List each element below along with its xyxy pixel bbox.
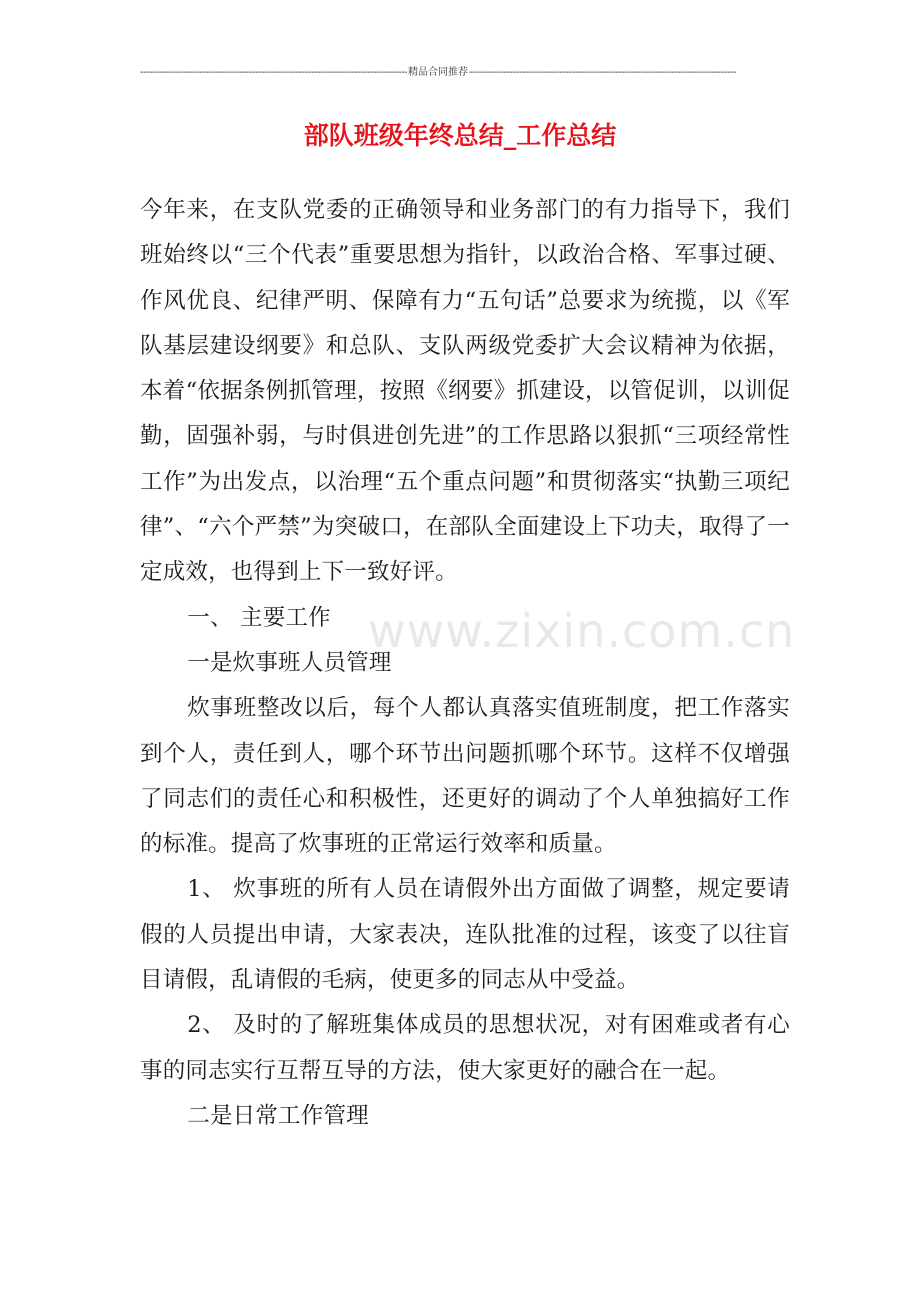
header-label: 精品合同推荐: [408, 67, 468, 78]
document-body: [140, 188, 790, 1139]
intro-paragraph: 今年来，在支队党委的正确领导和业务部门的有力指导下，我们班始终以“三个代表”重要思想为指针，以政治合格、军事过硬、作风优良、纪律严明、保障有力“五句话”总要求为统揽，以《军队基层建设纲要》和总队、支队两级党委扩大会议精神为依据，本着“依据条例抓管理，按照《纲要》抓建设，以管促训，以训促勤，固强补弱，与时俱进创先进”的工作思路以狠抓“三项经常性工作”为出发点，以治理“五个重点问题”和贯彻落实“执勤三项纪律”、“六个严禁”为突破口，在部队全面建设上下功夫，取得了一定成效，也得到上下一致好评。: [140, 197, 790, 586]
subsection-heading: 一是炊事班人员管理: [187, 649, 392, 676]
page-header: [140, 66, 736, 80]
section-heading: 一、 主要工作: [187, 604, 331, 631]
watermark: www.zixin.com.cn: [368, 604, 796, 658]
header-rule-left: [140, 66, 407, 80]
header-rule-right: [469, 66, 736, 80]
body-paragraph: 炊事班整改以后，每个人都认真落实值班制度，把工作落实到个人，责任到人，哪个环节出问题抓哪个环节。这样不仅增强了同志们的责任心和积极性，还更好的调动了个人单独搞好工作的标准。提高了炊事班的正常运行效率和质量。: [140, 695, 790, 858]
document-title: 部队班级年终总结_工作总结: [303, 121, 617, 150]
subsection-heading: 二是日常工作管理: [187, 1102, 369, 1129]
list-item: 2、 及时的了解班集体成员的思想状况，对有困难或者有心事的同志实行互帮互导的方法，使大家更好的融合在一起。: [140, 1012, 790, 1084]
list-item: 1、 炊事班的所有人员在请假外出方面做了调整，规定要请假的人员提出申请，大家表决，连队批准的过程，该变了以往盲目请假，乱请假的毛病，使更多的同志从中受益。: [140, 876, 790, 994]
